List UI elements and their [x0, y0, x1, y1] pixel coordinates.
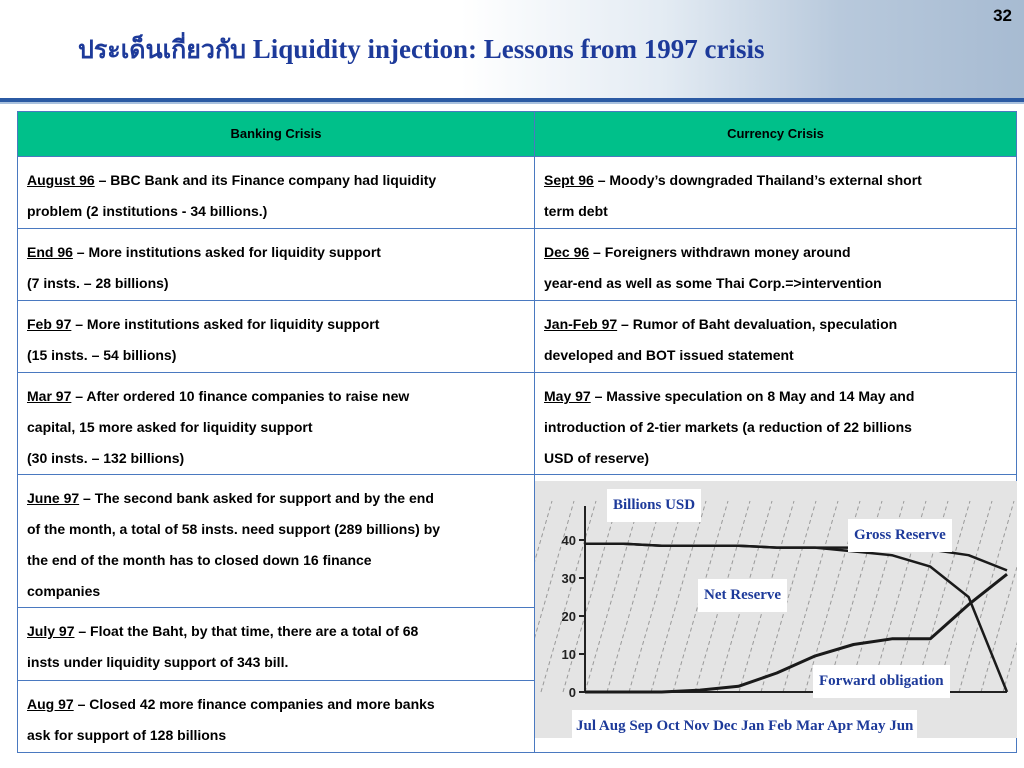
event-text: – Foreigners withdrawn money around: [593, 244, 851, 260]
chart-y-tick-label: 30: [561, 571, 576, 586]
header-currency-crisis: Currency Crisis: [535, 112, 1017, 157]
chart-hatch-line: [1003, 501, 1017, 692]
x-axis-month-labels: Jul Aug Sep Oct Nov Dec Jan Feb Mar Apr May Jun: [572, 710, 917, 738]
event-date: June 97: [27, 490, 80, 506]
banking-cell: [18, 608, 535, 681]
event-date: May 97: [544, 388, 591, 404]
chart-y-tick-label: 40: [561, 533, 576, 548]
event-text: – More institutions asked for liquidity support: [75, 316, 380, 332]
table-row: [18, 475, 1017, 608]
event-date: Sept 96: [544, 172, 594, 188]
table-row: [18, 373, 1017, 475]
currency-cell: [535, 301, 1017, 373]
currency-cell: [535, 373, 1017, 475]
event-text: (7 insts. – 28 billions): [27, 275, 169, 291]
legend-forward-obligation: Forward obligation: [813, 665, 950, 698]
slide-number: 32: [993, 6, 1012, 25]
chart-y-tick-label: 0: [568, 685, 576, 700]
chart-hatch-line: [783, 501, 838, 692]
event-text: – BBC Bank and its Finance company had liquidity: [98, 172, 437, 188]
event-date: Jan-Feb 97: [544, 316, 618, 332]
event-text: insts under liquidity support of 343 bill.: [27, 654, 289, 670]
header-banking-crisis: Banking Crisis: [18, 112, 535, 157]
event-text: year-end as well as some Thai Corp.=>intervention: [544, 275, 882, 291]
table-row: [18, 157, 1017, 229]
event-text: (30 insts. – 132 billions): [27, 450, 185, 466]
event-text: – More institutions asked for liquidity support: [76, 244, 381, 260]
banking-cell: [18, 681, 535, 753]
event-text: developed and BOT issued statement: [544, 347, 794, 363]
slide-title: [78, 30, 765, 70]
event-date: End 96: [27, 244, 73, 260]
event-date: July 97: [27, 623, 75, 639]
banking-cell: [18, 475, 535, 608]
legend-net-reserve: Net Reserve: [698, 579, 787, 612]
legend-gross-reserve: Gross Reserve: [848, 519, 952, 552]
currency-cell: [535, 229, 1017, 301]
event-text: – Rumor of Baht devaluation, speculation: [621, 316, 898, 332]
event-text: – The second bank asked for support and by the end: [83, 490, 434, 506]
event-text: the end of the month has to closed down 16 finance: [27, 552, 372, 568]
table-row: [18, 229, 1017, 301]
event-text: – Moody’s downgraded Thailand’s external short: [597, 172, 922, 188]
event-date: Aug 97: [27, 696, 74, 712]
chart-hatch-line: [541, 501, 596, 692]
banking-cell: [18, 157, 535, 229]
event-text: – After ordered 10 finance companies to raise new: [75, 388, 410, 404]
event-text: (15 insts. – 54 billions): [27, 347, 177, 363]
table-row: [18, 301, 1017, 373]
event-date: August 96: [27, 172, 95, 188]
banking-cell: [18, 229, 535, 301]
chart-y-tick-label: 20: [561, 609, 576, 624]
title-rule-light: [0, 102, 1024, 104]
event-text: term debt: [544, 203, 608, 219]
event-date: Feb 97: [27, 316, 72, 332]
chart-hatch-line: [563, 501, 618, 692]
event-text: of the month, a total of 58 insts. need support (289 billions) by: [27, 521, 441, 537]
reserve-chart: [535, 481, 1017, 738]
banking-cell: [18, 301, 535, 373]
reserve-chart-cell: [535, 475, 1017, 753]
currency-cell: [535, 157, 1017, 229]
event-text: – Closed 42 more finance companies and more banks: [77, 696, 435, 712]
y-axis-label: Billions USD: [607, 489, 701, 522]
chart-y-tick-label: 10: [561, 647, 576, 662]
event-text: – Float the Baht, by that time, there are a total of 68: [78, 623, 419, 639]
event-date: Dec 96: [544, 244, 590, 260]
event-text: problem (2 institutions - 34 billions.): [27, 203, 268, 219]
banking-cell: [18, 373, 535, 475]
event-text: introduction of 2-tier markets (a reduction of 22 billions: [544, 419, 912, 435]
chart-hatch-line: [585, 501, 640, 692]
chart-hatch-line: [607, 501, 662, 692]
event-text: USD of reserve): [544, 450, 650, 466]
event-date: Mar 97: [27, 388, 72, 404]
event-text: capital, 15 more asked for liquidity support: [27, 419, 313, 435]
event-text: ask for support of 128 billions: [27, 727, 227, 743]
crisis-table: [17, 111, 1017, 753]
event-text: companies: [27, 583, 101, 599]
event-text: – Massive speculation on 8 May and 14 May and: [594, 388, 915, 404]
chart-hatch-line: [629, 501, 684, 692]
title-thai: ประเด็นเกี่ยวกับ: [78, 35, 246, 64]
title-english: Liquidity injection: Lessons from 1997 crisis: [252, 34, 765, 64]
